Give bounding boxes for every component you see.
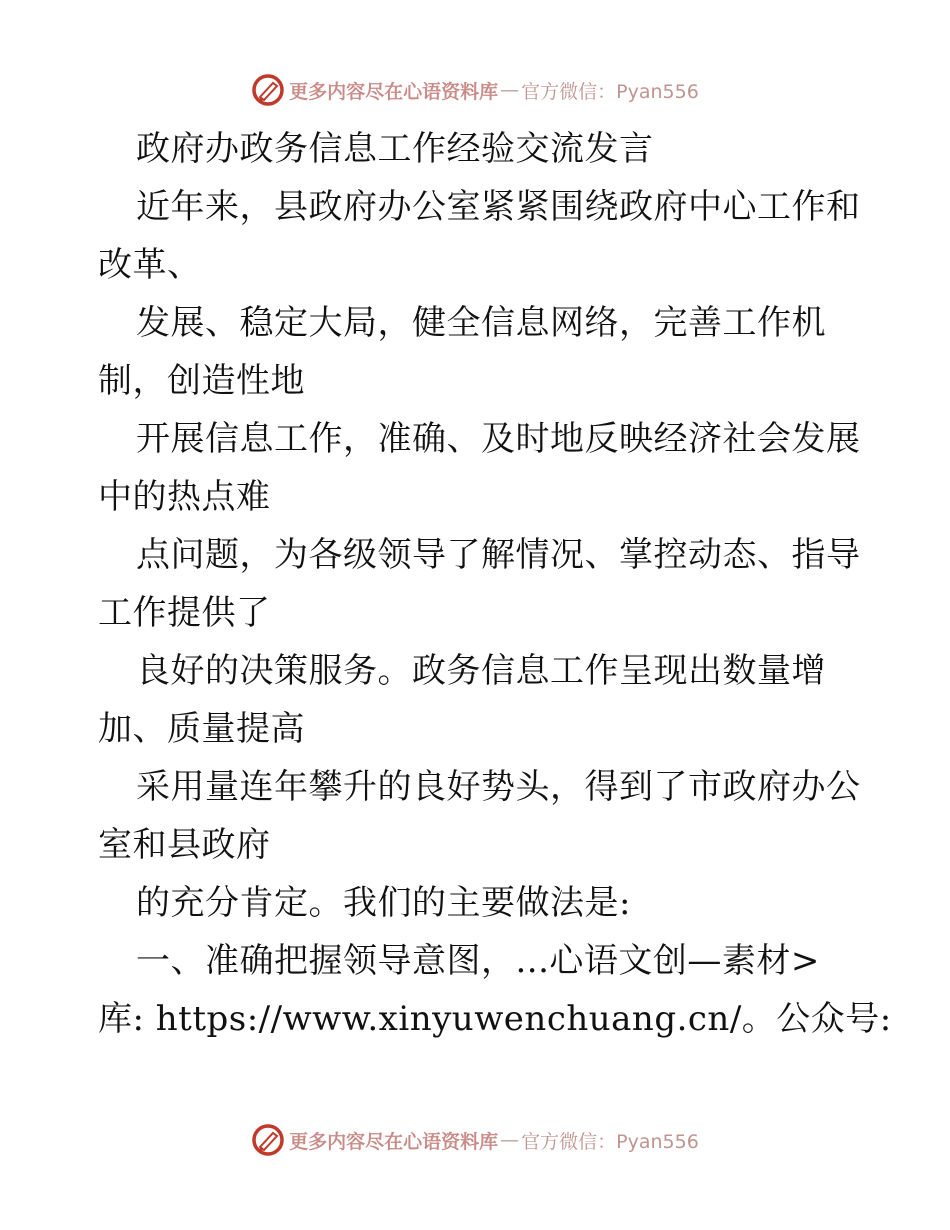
text-line: 库: https://www.xinyuwenchuang.cn/。公众号: <box>98 999 892 1039</box>
text-line: 良好的决策服务。政务信息工作呈现出数量增 <box>136 651 826 691</box>
document-title: 政府办政务信息工作经验交流发言 <box>136 129 654 169</box>
text-line: 室和县政府 <box>98 825 271 865</box>
text-line: 制，创造性地 <box>98 361 305 401</box>
banner-separator: — <box>500 79 520 101</box>
footer-banner <box>0 1120 950 1160</box>
banner-wechat-text: 官方微信：Pyan556 <box>521 1130 699 1153</box>
text-line: 工作提供了 <box>98 593 271 633</box>
text-line: 点问题，为各级领导了解情况、掌控动态、指导 <box>136 535 861 575</box>
pen-logo-icon <box>251 73 285 107</box>
text-line: 一、准确把握领导意图，...心语文创—素材> <box>136 941 820 981</box>
text-line: 发展、稳定大局，健全信息网络，完善工作机 <box>136 303 826 343</box>
text-line: 近年来，县政府办公室紧紧围绕政府中心工作和 <box>136 187 861 227</box>
text-line: 的充分肯定。我们的主要做法是: <box>136 883 631 923</box>
document-body <box>98 120 892 1048</box>
banner-main-text: 更多内容尽在心语资料库 <box>289 1130 499 1153</box>
text-line: 改革、 <box>98 245 202 285</box>
text-line: 中的热点难 <box>98 477 271 517</box>
text-line: 采用量连年攀升的良好势头，得到了市政府办公 <box>136 767 861 807</box>
banner-wechat-text: 官方微信：Pyan556 <box>521 80 699 103</box>
pen-logo-icon <box>251 1123 285 1157</box>
text-line: 开展信息工作，准确、及时地反映经济社会发展 <box>136 419 861 459</box>
banner-separator: — <box>500 1129 520 1151</box>
banner-main-text: 更多内容尽在心语资料库 <box>289 80 499 103</box>
header-banner <box>0 70 950 110</box>
text-line: 加、质量提高 <box>98 709 305 749</box>
